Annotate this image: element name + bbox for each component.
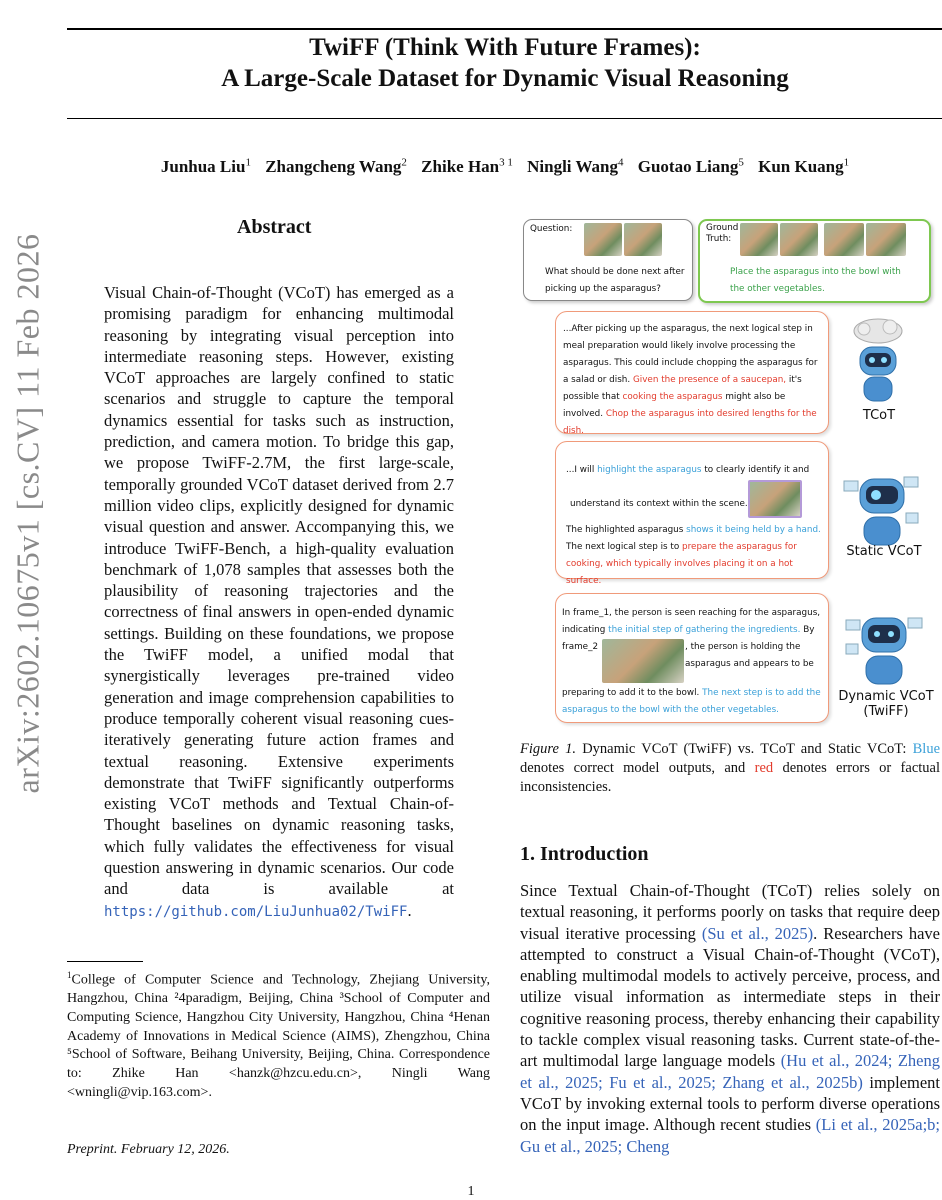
top-rule <box>67 28 942 30</box>
static-step-1: ...I will highlight the asparagus to clearly identify it and <box>566 465 810 475</box>
ground-truth-label: Ground Truth: <box>706 223 739 244</box>
question-label: Question: <box>530 224 573 234</box>
citation-link[interactable]: (Li et al., 2025a;b; Gu et al., 2025; Cheng <box>520 1115 940 1156</box>
dynamic-step-1: In frame_1, the person is seen reaching for the asparagus, indicating the initial step of gathering the ingredients. By frame_2 <box>562 608 821 652</box>
tcot-robot-icon <box>850 315 906 413</box>
author: Junhua Liu$^1$ <box>160 156 251 176</box>
question-text: What should be done next after picking up the asparagus? <box>545 267 685 294</box>
tcot-label: TCoT <box>862 408 896 423</box>
author: Zhangcheng Wang$^2$ <box>265 156 407 176</box>
section-heading-introduction: 1. Introduction <box>520 843 649 865</box>
paper-title-line1: TwiFF (Think With Future Frames): <box>309 34 701 61</box>
affiliations-footnote: $^1$College of Computer Science and Technology, Zhejiang University, Hangzhou, China ²4paradigm, Beijing, China ³School of Computer and Computing Science, Hangzhou City University, Hangzhou, China ⁴Henan Academy of Innovations in Medical Science (AIMS), Zhengzhou, China ⁵School of Software, Beihang University, Beijing, China. Correspondence to: Zhike Han <hanzk@hzcu.edu.cn>, Ningli Wang <wningli@vip.163.com>. <box>67 970 490 1100</box>
page-number: 1 <box>467 1184 475 1199</box>
dynamic-vcot-robot-icon <box>844 610 924 686</box>
preprint-note: Preprint. February 12, 2026. <box>67 1142 230 1157</box>
figure-caption: Figure 1. Dynamic VCoT (TwiFF) vs. TCoT and Static VCoT: Blue denotes correct model outputs, and red denotes errors or factual inconsistencies. <box>520 741 941 795</box>
paper-title-line2: A Large-Scale Dataset for Dynamic Visual Reasoning <box>221 65 789 92</box>
video-frame-image <box>824 223 864 256</box>
ground-truth-text: Place the asparagus into the bowl with the other vegetables. <box>730 267 901 294</box>
abstract-heading: Abstract <box>237 216 312 238</box>
author: Kun Kuang$^1$ <box>758 156 850 176</box>
video-frame-image <box>866 223 906 256</box>
citation-link[interactable]: (Su et al., 2025) <box>701 923 814 943</box>
highlighted-frame-image <box>748 480 802 518</box>
dynamic-step-2: , the person is holding the asparagus and appears to be <box>685 642 814 669</box>
title-bottom-rule <box>67 118 942 119</box>
video-frame-image <box>624 223 662 256</box>
abstract-text: Visual Chain-of-Thought (VCoT) has emerged as a promising paradigm for enhancing multimodal reasoning by integrating visual perception into intermediate reasoning steps. However, existing VCoT approaches are largely confined to static scenarios and struggle to capture the temporal dynamics essential for tasks such as instruction, prediction, and camera motion. To bridge this gap, we propose TwiFF-2.7M, the first large-scale, temporally grounded VCoT dataset derived from 2.7 million video clips, explicitly designed for dynamic visual question and answer. Accompanying this, we introduce TwiFF-Bench, a high-quality evaluation benchmark of 1,078 samples that assesses both the plausibility of reasoning trajectories and the correctness of final answers in open-ended dynamic settings. Building on these foundations, we propose the TwiFF model, a unified modal that synergistically leverages pre-trained video generation and image comprehension capabilities to produce temporally coherent visual reasoning cues-iteratively generating future action frames and textual reasoning. Extensive experiments demonstrate that TwiFF significantly outperforms existing VCoT methods and Textual Chain-of-Thought baselines on dynamic reasoning tasks, which fully validates the effectiveness for visual question answering in dynamic scenarios. Our code and data is available at https://github.com/LiuJunhua02/TwiFF. <box>104 283 454 920</box>
footnote-rule <box>67 961 143 962</box>
arxiv-stamp: arXiv:2602.10675v1 [cs.CV] 11 Feb 2026 <box>9 233 46 794</box>
dynamic-vcot-label: Dynamic VCoT (TwiFF) <box>838 689 934 719</box>
figure-1 <box>518 215 942 725</box>
video-frame-image <box>740 223 778 256</box>
generated-future-frame-image <box>602 639 684 683</box>
author: Guotao Liang$^5$ <box>637 156 744 176</box>
static-vcot-robot-icon <box>842 473 922 549</box>
static-vcot-label: Static VCoT <box>846 544 922 559</box>
citation-link[interactable]: (Hu et al., 2024; Zheng et al., 2025; Fu et al., 2025; Zhang et al., 2025b) <box>520 1051 940 1092</box>
author: Zhike Han$^{3 1}$ <box>421 156 513 176</box>
static-step-3: The highlighted asparagus shows it being held by a hand. The next logical step is to prepare the asparagus for cooking, which typically involves placing it on a hot surface. <box>566 525 821 586</box>
tcot-reasoning: ...After picking up the asparagus, the next logical step in meal preparation would likely involve processing the asparagus. This could include chopping the asparagus for a salad or dish. Given the presence of a saucepan, it's possible that cooking the asparagus might also be involved. Chop the asparagus into desired lengths for the dish. <box>563 324 818 436</box>
video-frame-image <box>584 223 622 256</box>
static-step-2: understand its context within the scene. <box>570 499 748 509</box>
video-frame-image <box>780 223 818 256</box>
code-link[interactable]: https://github.com/LiuJunhua02/TwiFF <box>104 903 408 920</box>
introduction-text: Since Textual Chain-of-Thought (TCoT) relies solely on textual reasoning, it performs poorly on tasks that require deep visual iterative processing (Su et al., 2025). Researchers have attempted to construct a Visual Chain-of-Thought (VCoT), enabling multimodal models to actively perceive, process, and utilize visual information as intermediate steps in their cognitive reasoning process, thereby enhancing their capability to tackle complex visual reasoning tasks. Current state-of-the-art multimodal large language models (Hu et al., 2024; Zheng et al., 2025; Fu et al., 2025; Zhang et al., 2025b) implement VCoT by invoking external tools to perform diverse operations on the input image. Although recent studies (Li et al., 2025a;b; Gu et al., 2025; Cheng <box>520 881 940 1156</box>
author-list <box>67 156 942 177</box>
author: Ningli Wang$^4$ <box>527 156 624 176</box>
dynamic-step-3: preparing to add it to the bowl. The next step is to add the asparagus to the bowl with the other vegetables. <box>562 688 821 715</box>
